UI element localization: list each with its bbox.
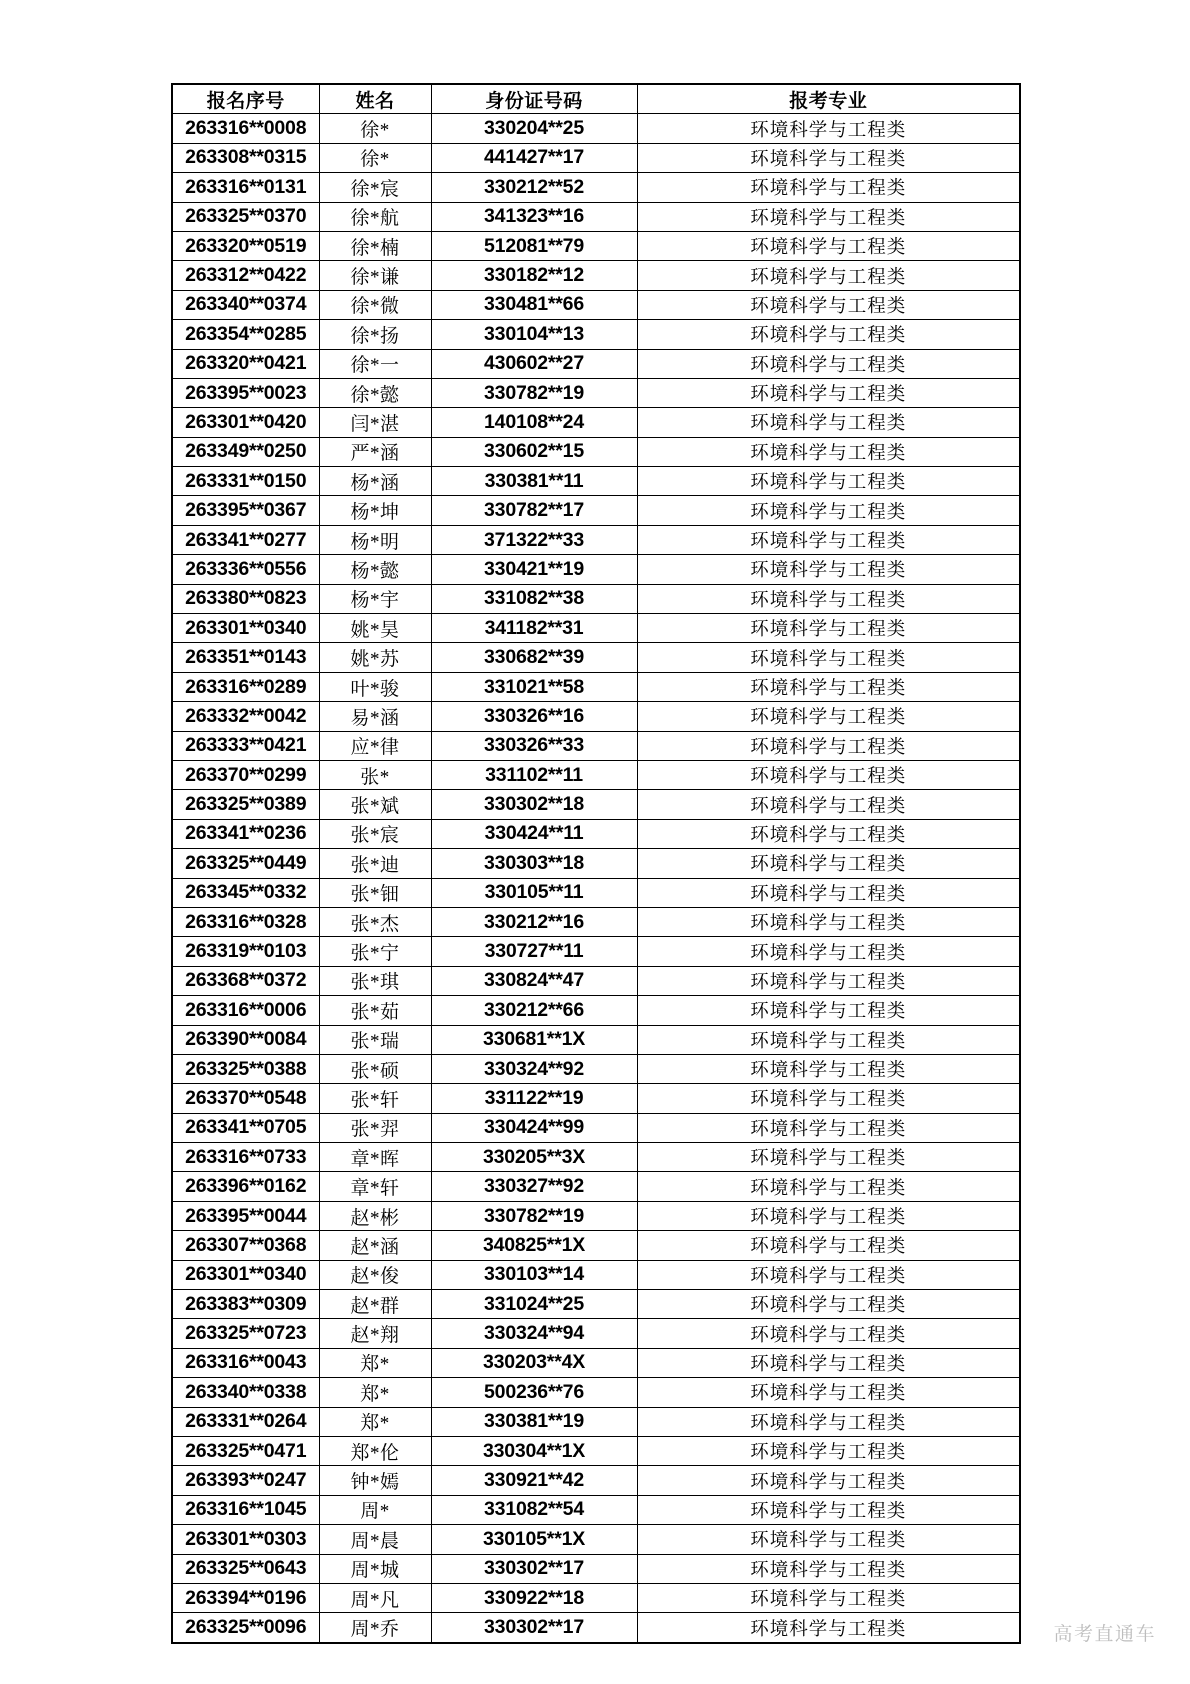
cell-major: 环境科学与工程类 — [637, 1025, 1020, 1054]
cell-major: 环境科学与工程类 — [637, 1172, 1020, 1201]
table-row — [172, 1260, 1020, 1289]
cell-idnum: 330105**1X — [431, 1525, 637, 1554]
cell-major: 环境科学与工程类 — [637, 290, 1020, 319]
cell-name: 张*瑞 — [319, 1025, 431, 1054]
cell-major: 环境科学与工程类 — [637, 231, 1020, 260]
cell-name: 姚*苏 — [319, 643, 431, 672]
cell-name: 周*乔 — [319, 1613, 431, 1643]
table-row — [172, 702, 1020, 731]
cell-major: 环境科学与工程类 — [637, 202, 1020, 231]
table-row — [172, 614, 1020, 643]
cell-major: 环境科学与工程类 — [637, 878, 1020, 907]
table-row — [172, 1231, 1020, 1260]
cell-idnum: 330103**14 — [431, 1260, 637, 1289]
cell-name: 赵*彬 — [319, 1201, 431, 1230]
cell-idnum: 330203**4X — [431, 1348, 637, 1377]
cell-seq: 263340**0374 — [172, 290, 319, 319]
cell-name: 张* — [319, 760, 431, 789]
cell-major: 环境科学与工程类 — [637, 760, 1020, 789]
cell-name: 赵*翔 — [319, 1319, 431, 1348]
cell-major: 环境科学与工程类 — [637, 1348, 1020, 1377]
cell-seq: 263320**0519 — [172, 231, 319, 260]
cell-major: 环境科学与工程类 — [637, 1436, 1020, 1465]
cell-name: 赵*涵 — [319, 1231, 431, 1260]
cell-idnum: 330424**11 — [431, 819, 637, 848]
cell-seq: 263394**0196 — [172, 1583, 319, 1612]
cell-seq: 263325**0370 — [172, 202, 319, 231]
table-row — [172, 1143, 1020, 1172]
cell-major: 环境科学与工程类 — [637, 525, 1020, 554]
cell-name: 杨*明 — [319, 525, 431, 554]
table-row — [172, 1054, 1020, 1083]
table-row — [172, 849, 1020, 878]
table-row — [172, 555, 1020, 584]
cell-major: 环境科学与工程类 — [637, 261, 1020, 290]
cell-name: 周* — [319, 1495, 431, 1524]
cell-major: 环境科学与工程类 — [637, 1495, 1020, 1524]
table-row — [172, 819, 1020, 848]
cell-name: 徐* — [319, 143, 431, 172]
cell-name: 郑* — [319, 1348, 431, 1377]
cell-major: 环境科学与工程类 — [637, 496, 1020, 525]
cell-idnum: 330921**42 — [431, 1466, 637, 1495]
cell-name: 杨*懿 — [319, 555, 431, 584]
table-header — [172, 84, 1020, 114]
cell-seq: 263395**0367 — [172, 496, 319, 525]
table-row — [172, 231, 1020, 260]
cell-idnum: 330302**17 — [431, 1613, 637, 1643]
cell-name: 赵*群 — [319, 1290, 431, 1319]
cell-idnum: 330104**13 — [431, 320, 637, 349]
cell-idnum: 340825**1X — [431, 1231, 637, 1260]
cell-major: 环境科学与工程类 — [637, 1554, 1020, 1583]
cell-major: 环境科学与工程类 — [637, 907, 1020, 936]
cell-idnum: 330324**94 — [431, 1319, 637, 1348]
cell-name: 徐*懿 — [319, 378, 431, 407]
cell-seq: 263301**0420 — [172, 408, 319, 437]
cell-major: 环境科学与工程类 — [637, 1260, 1020, 1289]
cell-seq: 263340**0338 — [172, 1378, 319, 1407]
cell-major: 环境科学与工程类 — [637, 1143, 1020, 1172]
cell-seq: 263370**0548 — [172, 1084, 319, 1113]
cell-major: 环境科学与工程类 — [637, 1613, 1020, 1643]
cell-seq: 263316**0006 — [172, 996, 319, 1025]
cell-idnum: 512081**79 — [431, 231, 637, 260]
table-row — [172, 584, 1020, 613]
table-row — [172, 261, 1020, 290]
applicant-roster-table — [171, 83, 1021, 1644]
cell-seq: 263320**0421 — [172, 349, 319, 378]
cell-name: 周*晨 — [319, 1525, 431, 1554]
cell-idnum: 330326**16 — [431, 702, 637, 731]
cell-major: 环境科学与工程类 — [637, 614, 1020, 643]
cell-seq: 263316**0131 — [172, 173, 319, 202]
cell-major: 环境科学与工程类 — [637, 320, 1020, 349]
cell-seq: 263325**0389 — [172, 790, 319, 819]
cell-seq: 263316**0328 — [172, 907, 319, 936]
cell-major: 环境科学与工程类 — [637, 672, 1020, 701]
table-row — [172, 1436, 1020, 1465]
cell-major: 环境科学与工程类 — [637, 408, 1020, 437]
cell-seq: 263319**0103 — [172, 937, 319, 966]
cell-name: 徐*宸 — [319, 173, 431, 202]
cell-major: 环境科学与工程类 — [637, 937, 1020, 966]
cell-major: 环境科学与工程类 — [637, 966, 1020, 995]
cell-major: 环境科学与工程类 — [637, 143, 1020, 172]
cell-idnum: 330782**19 — [431, 378, 637, 407]
cell-major: 环境科学与工程类 — [637, 731, 1020, 760]
cell-seq: 263316**0733 — [172, 1143, 319, 1172]
cell-major: 环境科学与工程类 — [637, 378, 1020, 407]
cell-major: 环境科学与工程类 — [637, 1407, 1020, 1436]
cell-name: 杨*宇 — [319, 584, 431, 613]
table-row — [172, 202, 1020, 231]
cell-seq: 263325**0643 — [172, 1554, 319, 1583]
cell-name: 张*羿 — [319, 1113, 431, 1142]
table-row — [172, 290, 1020, 319]
cell-major: 环境科学与工程类 — [637, 349, 1020, 378]
cell-idnum: 331122**19 — [431, 1084, 637, 1113]
cell-seq: 263383**0309 — [172, 1290, 319, 1319]
cell-major: 环境科学与工程类 — [637, 114, 1020, 143]
cell-name: 徐*楠 — [319, 231, 431, 260]
table-row — [172, 1583, 1020, 1612]
cell-name: 闫*湛 — [319, 408, 431, 437]
cell-name: 杨*涵 — [319, 467, 431, 496]
table-row — [172, 349, 1020, 378]
table-row — [172, 467, 1020, 496]
cell-major: 环境科学与工程类 — [637, 173, 1020, 202]
cell-seq: 263354**0285 — [172, 320, 319, 349]
table-row — [172, 643, 1020, 672]
cell-seq: 263308**0315 — [172, 143, 319, 172]
cell-idnum: 341182**31 — [431, 614, 637, 643]
cell-seq: 263325**0096 — [172, 1613, 319, 1643]
cell-idnum: 330212**52 — [431, 173, 637, 202]
table-row — [172, 1613, 1020, 1643]
cell-seq: 263349**0250 — [172, 437, 319, 466]
cell-major: 环境科学与工程类 — [637, 996, 1020, 1025]
applicant-roster-table-container — [171, 83, 1019, 1644]
table-row — [172, 408, 1020, 437]
cell-seq: 263331**0150 — [172, 467, 319, 496]
cell-idnum: 330421**19 — [431, 555, 637, 584]
cell-idnum: 330302**18 — [431, 790, 637, 819]
cell-name: 姚*昊 — [319, 614, 431, 643]
cell-name: 张*斌 — [319, 790, 431, 819]
cell-idnum: 330602**15 — [431, 437, 637, 466]
table-row — [172, 1025, 1020, 1054]
cell-name: 章*晖 — [319, 1143, 431, 1172]
cell-name: 郑* — [319, 1378, 431, 1407]
cell-major: 环境科学与工程类 — [637, 1113, 1020, 1142]
cell-seq: 263395**0023 — [172, 378, 319, 407]
cell-idnum: 330682**39 — [431, 643, 637, 672]
cell-idnum: 371322**33 — [431, 525, 637, 554]
cell-idnum: 330105**11 — [431, 878, 637, 907]
cell-major: 环境科学与工程类 — [637, 819, 1020, 848]
cell-major: 环境科学与工程类 — [637, 1231, 1020, 1260]
cell-idnum: 330212**16 — [431, 907, 637, 936]
table-row — [172, 378, 1020, 407]
cell-idnum: 330782**17 — [431, 496, 637, 525]
table-row — [172, 1466, 1020, 1495]
cell-seq: 263368**0372 — [172, 966, 319, 995]
cell-major: 环境科学与工程类 — [637, 1466, 1020, 1495]
column-header-seq: 报名序号 — [172, 84, 319, 114]
cell-name: 徐*微 — [319, 290, 431, 319]
cell-seq: 263345**0332 — [172, 878, 319, 907]
cell-seq: 263380**0823 — [172, 584, 319, 613]
cell-major: 环境科学与工程类 — [637, 849, 1020, 878]
table-row — [172, 114, 1020, 143]
cell-name: 张*杰 — [319, 907, 431, 936]
cell-seq: 263316**0008 — [172, 114, 319, 143]
table-row — [172, 1172, 1020, 1201]
cell-name: 徐*一 — [319, 349, 431, 378]
table-row — [172, 1113, 1020, 1142]
cell-idnum: 331102**11 — [431, 760, 637, 789]
cell-idnum: 330204**25 — [431, 114, 637, 143]
cell-seq: 263316**0289 — [172, 672, 319, 701]
table-row — [172, 731, 1020, 760]
cell-major: 环境科学与工程类 — [637, 1583, 1020, 1612]
table-row — [172, 437, 1020, 466]
cell-seq: 263301**0340 — [172, 1260, 319, 1289]
cell-name: 徐*谦 — [319, 261, 431, 290]
cell-seq: 263351**0143 — [172, 643, 319, 672]
cell-idnum: 330782**19 — [431, 1201, 637, 1230]
table-row — [172, 1554, 1020, 1583]
cell-name: 周*城 — [319, 1554, 431, 1583]
table-row — [172, 1525, 1020, 1554]
table-row — [172, 1084, 1020, 1113]
cell-seq: 263341**0236 — [172, 819, 319, 848]
cell-idnum: 330182**12 — [431, 261, 637, 290]
cell-major: 环境科学与工程类 — [637, 790, 1020, 819]
table-row — [172, 672, 1020, 701]
cell-name: 张*硕 — [319, 1054, 431, 1083]
cell-idnum: 430602**27 — [431, 349, 637, 378]
cell-seq: 263341**0705 — [172, 1113, 319, 1142]
cell-seq: 263312**0422 — [172, 261, 319, 290]
cell-idnum: 330205**3X — [431, 1143, 637, 1172]
cell-seq: 263316**1045 — [172, 1495, 319, 1524]
cell-seq: 263325**0723 — [172, 1319, 319, 1348]
cell-seq: 263336**0556 — [172, 555, 319, 584]
table-row — [172, 1378, 1020, 1407]
cell-major: 环境科学与工程类 — [637, 467, 1020, 496]
cell-seq: 263390**0084 — [172, 1025, 319, 1054]
cell-major: 环境科学与工程类 — [637, 643, 1020, 672]
cell-name: 张*茹 — [319, 996, 431, 1025]
cell-major: 环境科学与工程类 — [637, 437, 1020, 466]
cell-seq: 263370**0299 — [172, 760, 319, 789]
cell-seq: 263325**0471 — [172, 1436, 319, 1465]
cell-name: 赵*俊 — [319, 1260, 431, 1289]
cell-seq: 263301**0303 — [172, 1525, 319, 1554]
cell-major: 环境科学与工程类 — [637, 1084, 1020, 1113]
cell-idnum: 330304**1X — [431, 1436, 637, 1465]
site-watermark: 高考直通车 — [1053, 1624, 1156, 1645]
cell-idnum: 330381**19 — [431, 1407, 637, 1436]
cell-idnum: 330327**92 — [431, 1172, 637, 1201]
cell-idnum: 330824**47 — [431, 966, 637, 995]
cell-name: 张*钿 — [319, 878, 431, 907]
cell-major: 环境科学与工程类 — [637, 584, 1020, 613]
cell-idnum: 441427**17 — [431, 143, 637, 172]
cell-idnum: 330922**18 — [431, 1583, 637, 1612]
cell-name: 郑* — [319, 1407, 431, 1436]
cell-idnum: 331024**25 — [431, 1290, 637, 1319]
cell-name: 严*涵 — [319, 437, 431, 466]
cell-idnum: 331021**58 — [431, 672, 637, 701]
cell-name: 徐* — [319, 114, 431, 143]
table-row — [172, 525, 1020, 554]
cell-major: 环境科学与工程类 — [637, 1054, 1020, 1083]
cell-major: 环境科学与工程类 — [637, 1201, 1020, 1230]
column-header-name: 姓名 — [319, 84, 431, 114]
cell-seq: 263393**0247 — [172, 1466, 319, 1495]
cell-name: 徐*扬 — [319, 320, 431, 349]
cell-name: 张*宸 — [319, 819, 431, 848]
table-row — [172, 878, 1020, 907]
cell-seq: 263316**0043 — [172, 1348, 319, 1377]
table-row — [172, 173, 1020, 202]
table-row — [172, 1348, 1020, 1377]
cell-idnum: 330681**1X — [431, 1025, 637, 1054]
cell-seq: 263333**0421 — [172, 731, 319, 760]
column-header-major: 报考专业 — [637, 84, 1020, 114]
cell-major: 环境科学与工程类 — [637, 1525, 1020, 1554]
cell-idnum: 330424**99 — [431, 1113, 637, 1142]
cell-name: 易*涵 — [319, 702, 431, 731]
cell-name: 张*宁 — [319, 937, 431, 966]
cell-seq: 263307**0368 — [172, 1231, 319, 1260]
table-row — [172, 1290, 1020, 1319]
table-row — [172, 1201, 1020, 1230]
cell-name: 徐*航 — [319, 202, 431, 231]
table-row — [172, 907, 1020, 936]
table-row — [172, 1407, 1020, 1436]
table-body — [172, 114, 1020, 1643]
cell-idnum: 330727**11 — [431, 937, 637, 966]
cell-major: 环境科学与工程类 — [637, 1290, 1020, 1319]
cell-name: 钟*嫣 — [319, 1466, 431, 1495]
table-row — [172, 937, 1020, 966]
cell-idnum: 331082**54 — [431, 1495, 637, 1524]
table-row — [172, 496, 1020, 525]
cell-major: 环境科学与工程类 — [637, 702, 1020, 731]
cell-idnum: 330481**66 — [431, 290, 637, 319]
cell-idnum: 330212**66 — [431, 996, 637, 1025]
cell-idnum: 330326**33 — [431, 731, 637, 760]
cell-major: 环境科学与工程类 — [637, 1378, 1020, 1407]
table-row — [172, 1319, 1020, 1348]
table-row — [172, 790, 1020, 819]
table-row — [172, 760, 1020, 789]
cell-name: 张*迪 — [319, 849, 431, 878]
cell-seq: 263332**0042 — [172, 702, 319, 731]
cell-seq: 263341**0277 — [172, 525, 319, 554]
cell-seq: 263395**0044 — [172, 1201, 319, 1230]
cell-name: 张*轩 — [319, 1084, 431, 1113]
cell-idnum: 330381**11 — [431, 467, 637, 496]
cell-major: 环境科学与工程类 — [637, 1319, 1020, 1348]
cell-idnum: 500236**76 — [431, 1378, 637, 1407]
table-header-row — [172, 84, 1020, 114]
table-row — [172, 966, 1020, 995]
cell-idnum: 330303**18 — [431, 849, 637, 878]
table-row — [172, 996, 1020, 1025]
cell-seq: 263331**0264 — [172, 1407, 319, 1436]
table-row — [172, 143, 1020, 172]
cell-seq: 263325**0388 — [172, 1054, 319, 1083]
cell-major: 环境科学与工程类 — [637, 555, 1020, 584]
cell-name: 叶*骏 — [319, 672, 431, 701]
cell-name: 张*琪 — [319, 966, 431, 995]
cell-name: 杨*坤 — [319, 496, 431, 525]
cell-seq: 263301**0340 — [172, 614, 319, 643]
cell-seq: 263325**0449 — [172, 849, 319, 878]
cell-idnum: 330302**17 — [431, 1554, 637, 1583]
cell-name: 章*轩 — [319, 1172, 431, 1201]
cell-idnum: 330324**92 — [431, 1054, 637, 1083]
cell-name: 郑*伦 — [319, 1436, 431, 1465]
cell-name: 周*凡 — [319, 1583, 431, 1612]
cell-idnum: 341323**16 — [431, 202, 637, 231]
cell-seq: 263396**0162 — [172, 1172, 319, 1201]
table-row — [172, 320, 1020, 349]
column-header-idnum: 身份证号码 — [431, 84, 637, 114]
cell-idnum: 140108**24 — [431, 408, 637, 437]
cell-name: 应*律 — [319, 731, 431, 760]
cell-idnum: 331082**38 — [431, 584, 637, 613]
table-row — [172, 1495, 1020, 1524]
